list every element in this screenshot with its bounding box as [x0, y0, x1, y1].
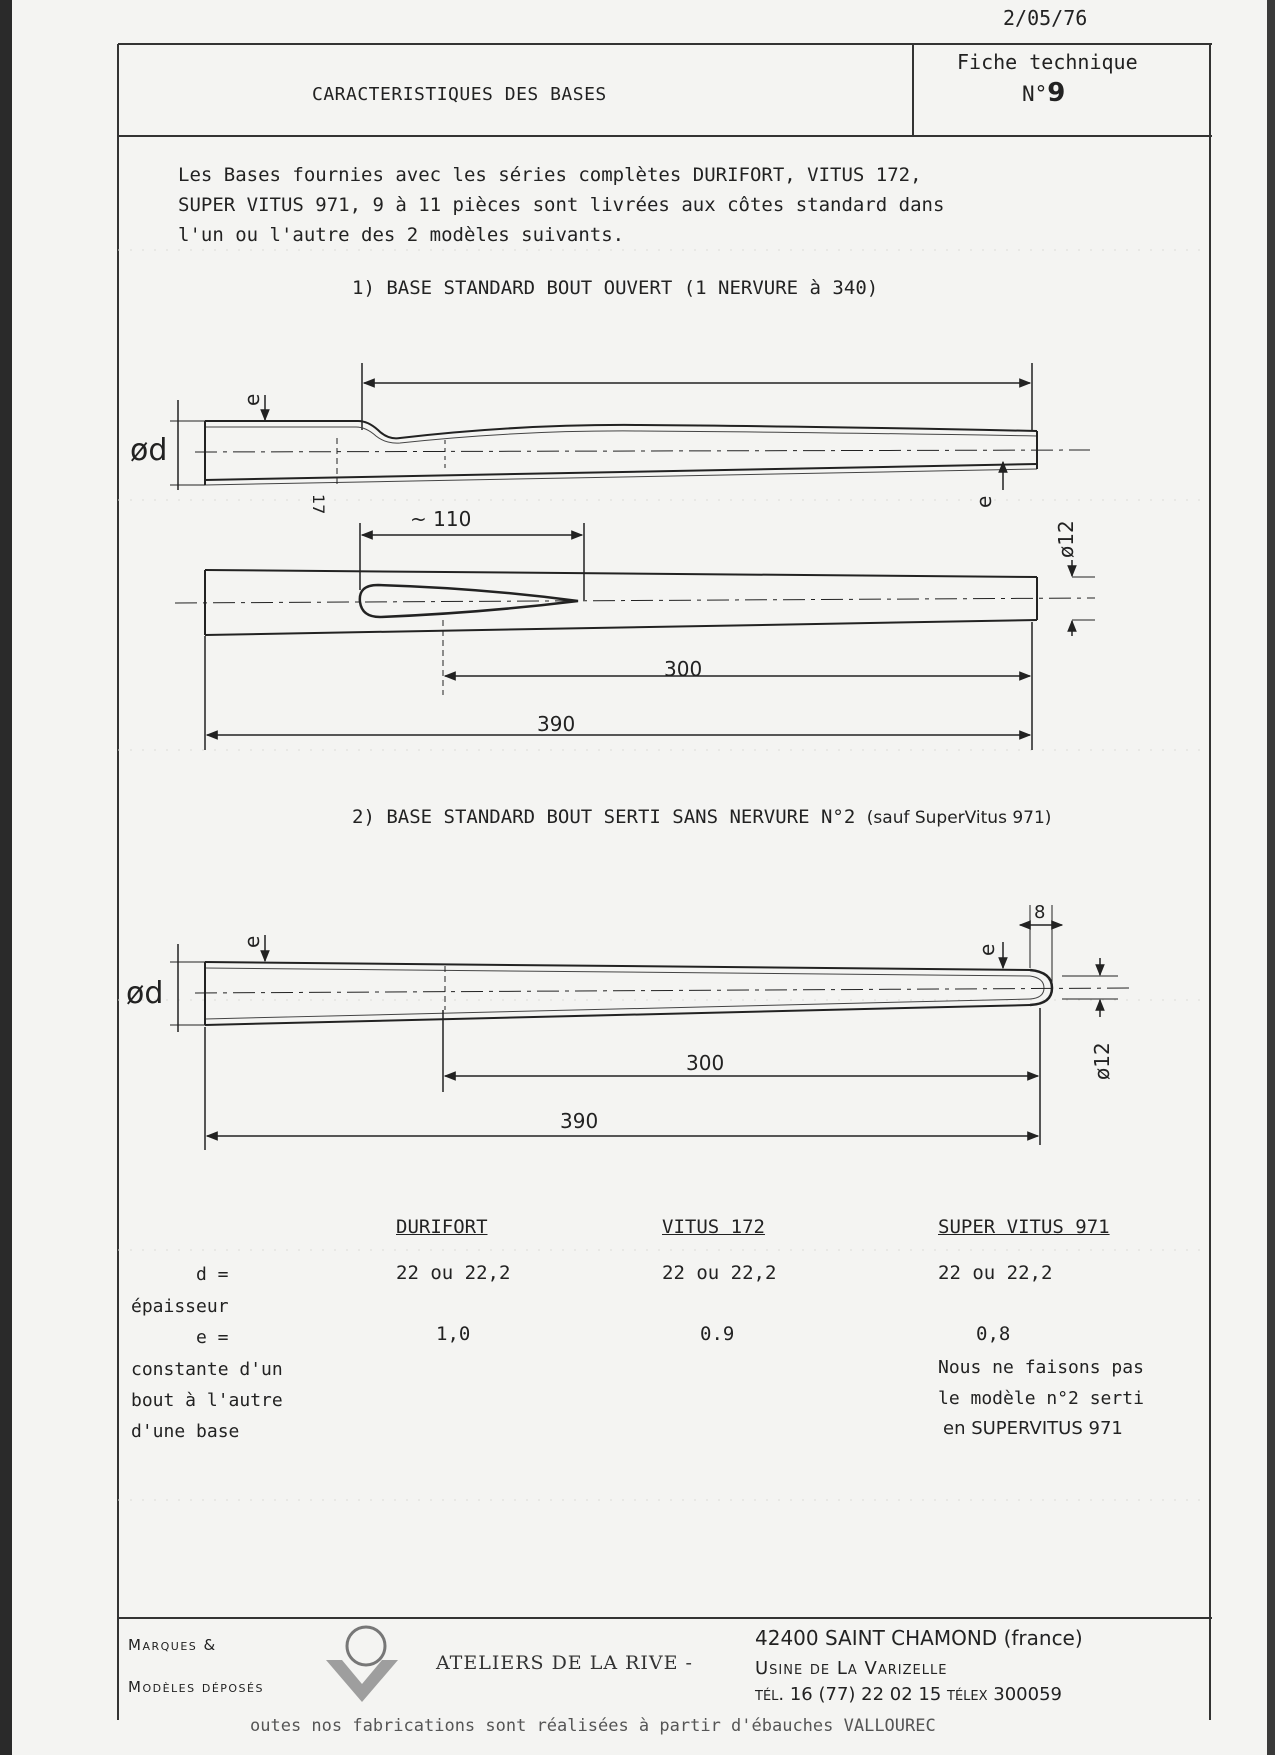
- intro-line-1: Les Bases fournies avec les séries complètes DURIFORT, VITUS 172,: [178, 164, 922, 186]
- note-right-2: le modèle n°2 serti: [938, 1388, 1144, 1409]
- note-right-3: en SUPERVITUS 971: [943, 1418, 1123, 1439]
- row-e-label-2: e =: [196, 1327, 229, 1348]
- d-super-vitus-971: 22 ou 22,2: [938, 1262, 1053, 1284]
- dim-d-label: ød: [130, 433, 168, 468]
- page-title: CARACTERISTIQUES DES BASES: [312, 84, 607, 105]
- tube2-centerline: [195, 988, 1135, 993]
- dim-110-label: ~ 110: [410, 507, 472, 531]
- company-logo-icon: [322, 1620, 402, 1705]
- e-top-label: e: [240, 393, 264, 406]
- col-durifort: DURIFORT: [396, 1216, 488, 1238]
- dim2-d-label: ød: [126, 976, 164, 1011]
- note-left-3: d'une base: [131, 1421, 240, 1442]
- dim2-d12-label: ø12: [1090, 1042, 1114, 1080]
- d-vitus-172: 22 ou 22,2: [662, 1262, 777, 1284]
- footer-brand: ATELIERS DE LA RIVE -: [436, 1652, 693, 1674]
- e2-right-label: e: [975, 943, 999, 956]
- section2-note: (sauf SuperVitus 971): [866, 808, 1052, 828]
- fiche-label: Fiche technique: [957, 50, 1138, 74]
- note-left-2: bout à l'autre: [131, 1390, 283, 1411]
- d-durifort: 22 ou 22,2: [396, 1262, 511, 1284]
- intro-line-3: l'un ou l'autre des 2 modèles suivants.: [178, 224, 625, 246]
- section1-title: 1) BASE STANDARD BOUT OUVERT (1 NERVURE à 340): [352, 277, 879, 299]
- fiche-prefix: N°: [1022, 82, 1048, 106]
- e-durifort: 1,0: [436, 1323, 471, 1345]
- dim2-300-label: 300: [686, 1051, 725, 1075]
- section2-title-text: 2) BASE STANDARD BOUT SERTI SANS NERVURE N°2: [352, 806, 856, 828]
- e-super-vitus-971: 0,8: [976, 1323, 1011, 1345]
- footer-address-2: Usine de La Varizelle: [755, 1658, 948, 1679]
- row-d-label: d =: [196, 1264, 229, 1285]
- dim-d12-label: ø12: [1054, 520, 1078, 558]
- tube2-bottom-outer: [205, 1005, 1030, 1025]
- note-left-1: constante d'un: [131, 1359, 283, 1380]
- dim-8-label: 8: [1034, 902, 1046, 923]
- dim2-390-label: 390: [560, 1109, 599, 1133]
- document-date: 2/05/76: [1003, 6, 1088, 30]
- footer-address-3: tél. 16 (77) 22 02 15 télex 300059: [755, 1684, 1062, 1705]
- footer-bottom-line: outes nos fabrications sont réalisées à partir d'ébauches VALLOUREC: [250, 1716, 936, 1736]
- col-super-vitus-971: SUPER VITUS 971: [938, 1216, 1110, 1238]
- dim-390-label: 390: [537, 712, 576, 736]
- rib-label: 17: [309, 494, 328, 515]
- note-right-1: Nous ne faisons pas: [938, 1357, 1144, 1378]
- e2-top-label: e: [240, 935, 264, 948]
- intro-line-2: SUPER VITUS 971, 9 à 11 pièces sont livrées aux côtes standard dans: [178, 194, 945, 216]
- crimped-end: [1030, 970, 1052, 1005]
- footer-modeles: Modèles déposés: [128, 1678, 264, 1696]
- e-bottom-label: e: [972, 495, 996, 508]
- footer-address-1: 42400 SAINT CHAMOND (france): [755, 1626, 1083, 1650]
- fiche-number: 9: [1047, 78, 1066, 108]
- dim-300-label: 300: [664, 657, 703, 681]
- row-e-label-1: épaisseur: [131, 1296, 229, 1317]
- e-vitus-172: 0.9: [700, 1323, 735, 1345]
- footer-marques: Marques &: [128, 1636, 217, 1654]
- col-vitus-172: VITUS 172: [662, 1216, 765, 1238]
